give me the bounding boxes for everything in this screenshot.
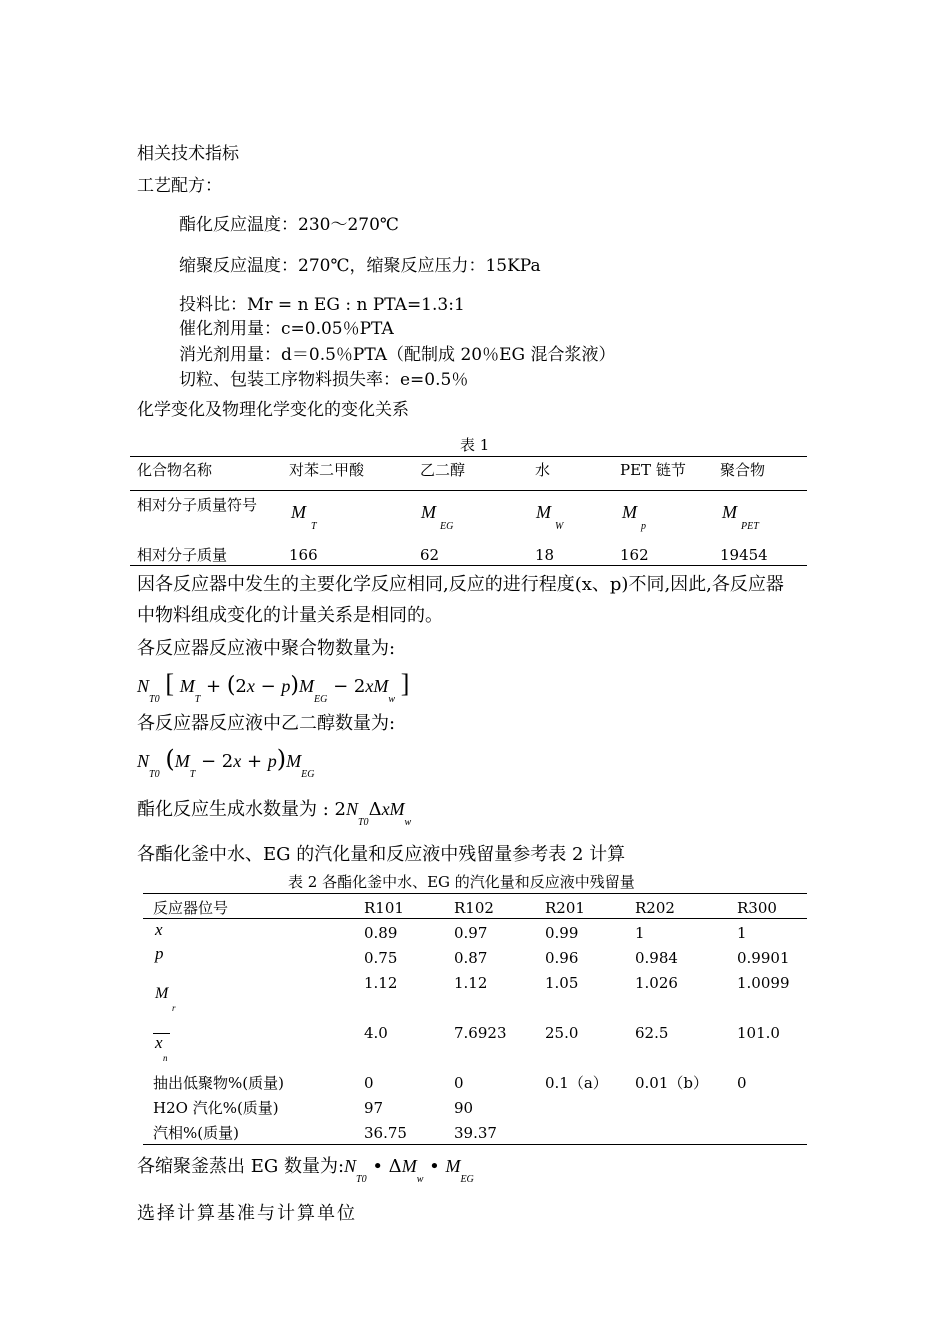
symbol-main: M [536, 502, 551, 522]
symbol-sub: T [311, 521, 317, 532]
polymer-formula: $N_{T0}$ [ $M_T + (2x - p)M_{EG} - 2xM_w$ ] [137, 669, 410, 705]
table2-value: 7.6923 [454, 1024, 507, 1042]
table1-mass-row-label: 相对分子质量 [137, 546, 228, 564]
table1-mass: 162 [620, 546, 649, 564]
eg-evap-label: 各缩聚釜蒸出 EG 数量为: [137, 1156, 345, 1177]
row-label-p: p [155, 944, 164, 963]
calc-basis: 选择计算基准与计算单位 [137, 1203, 357, 1224]
table1-mass: 62 [420, 546, 440, 564]
eg-formula: $N_{T0}$ $(M_T - 2x + p)M_{EG}$ [137, 745, 315, 780]
table2-caption: 表 2 各酯化釜中水、EG 的汽化量和反应液中残留量 [288, 873, 635, 891]
table2-value: 25.0 [545, 1024, 579, 1042]
table2-value: 4.0 [364, 1024, 388, 1042]
polycondensation-spec: 缩聚反应温度：270℃，缩聚反应压力：15KPa [179, 256, 541, 276]
table2-value: 36.75 [364, 1124, 407, 1142]
table2-value: 1.05 [545, 974, 579, 992]
reactor-header: R101 [364, 899, 404, 917]
table1-mass: 18 [535, 546, 555, 564]
row-label-vapor: 汽相%(质量) [153, 1124, 239, 1142]
water-formula-line: 酯化反应生成水数量为 : $2N_{T0}\Delta xM_w$ [137, 799, 412, 828]
table2-value: 1 [635, 924, 645, 942]
table2-bottom-rule [143, 1144, 807, 1145]
symbol-main: M [622, 502, 637, 522]
symbol-main: M [421, 502, 436, 522]
table2-value: 0.89 [364, 924, 398, 942]
eg-evap-line: 各缩聚釜蒸出 EG 数量为$:N_{T0}$ • $\Delta M_w$ • $M_{EG}$ [137, 1156, 474, 1185]
feed-ratio: 投料比：Mr = n EG : n PTA=1.3:1 [179, 295, 465, 315]
table1-symbol-row-label: 相对分子质量符号 [137, 496, 258, 514]
table2-top-rule [143, 893, 807, 894]
table2-value: 0.1（a） [545, 1074, 608, 1092]
table1-header-rule [130, 490, 807, 491]
symbol-sub: W [555, 521, 564, 532]
table2-value: 0.984 [635, 949, 678, 967]
table2-value: 0.75 [364, 949, 398, 967]
symbol-main: M [291, 502, 306, 522]
water-amount-label: 酯化反应生成水数量为 : [137, 799, 329, 820]
table2-value: 0.97 [454, 924, 488, 942]
table2-value: 0 [737, 1074, 747, 1092]
row-label-h2o: H2O 汽化%(质量) [153, 1099, 279, 1117]
table2-value: 0.99 [545, 924, 579, 942]
table2-value: 0.01（b） [635, 1074, 709, 1092]
table2-value: 1.026 [635, 974, 678, 992]
table1-caption: 表 1 [460, 436, 490, 454]
paragraph-line: 中物料组成变化的计量关系是相同的。 [137, 605, 443, 626]
table2-header-rule [143, 918, 807, 919]
row-label-xn: x [155, 1033, 163, 1052]
reactor-header: R300 [737, 899, 777, 917]
table2-value: 0.87 [454, 949, 488, 967]
esterification-temp: 酯化反应温度：230～270℃ [179, 215, 399, 235]
row-label-oligomer: 抽出低聚物%(质量) [153, 1074, 284, 1092]
table2-value: 97 [364, 1099, 384, 1117]
symbol-sub: EG [440, 521, 454, 532]
table2-value: 62.5 [635, 1024, 669, 1042]
symbol-sub: p [641, 521, 646, 532]
table1-top-rule [130, 456, 807, 457]
table1-header: 乙二醇 [420, 461, 466, 479]
symbol-main: M [722, 502, 737, 522]
section-title: 化学变化及物理化学变化的变化关系 [137, 400, 409, 420]
table2-value: 1.0099 [737, 974, 790, 992]
table2-value: 0 [364, 1074, 374, 1092]
table2-value: 39.37 [454, 1124, 497, 1142]
row-label-x: x [155, 920, 163, 939]
reactor-header: R201 [545, 899, 585, 917]
row-label-mr-sub: r [172, 1003, 176, 1013]
table1-header: 聚合物 [720, 461, 766, 479]
table1-header: 化合物名称 [137, 461, 213, 479]
table1-bottom-rule [130, 565, 807, 566]
table2-value: 90 [454, 1099, 474, 1117]
table1-mass: 166 [289, 546, 318, 564]
reactor-header: R202 [635, 899, 675, 917]
matting-agent: 消光剂用量：d＝0.5％PTA（配制成 20％EG 混合浆液） [179, 345, 616, 365]
symbol-sub: PET [741, 521, 759, 532]
table2-value: 0.9901 [737, 949, 790, 967]
loss-rate: 切粒、包装工序物料损失率：e=0.5％ [179, 370, 469, 390]
polymer-amount-label: 各反应器反应液中聚合物数量为: [137, 638, 396, 659]
table1-header: 对苯二甲酸 [289, 461, 365, 479]
eg-amount-label: 各反应器反应液中乙二醇数量为: [137, 713, 396, 734]
catalyst-amount: 催化剂用量：c=0.05％PTA [179, 319, 394, 339]
table1-mass: 19454 [720, 546, 768, 564]
table2-intro: 各酯化釜中水、EG 的汽化量和反应液中残留量参考表 2 计算 [137, 844, 626, 865]
heading: 相关技术指标 [137, 144, 239, 164]
row-label-mr: M [155, 985, 169, 1002]
table2-value: 1.12 [454, 974, 488, 992]
table1-header: PET 链节 [620, 461, 686, 479]
table2-value: 101.0 [737, 1024, 780, 1042]
recipe-title: 工艺配方： [137, 176, 222, 196]
row-label-xn-sub: n [163, 1053, 168, 1063]
table2-value: 1 [737, 924, 747, 942]
table2-value: 0.96 [545, 949, 579, 967]
paragraph-line: 因各反应器中发生的主要化学反应相同,反应的进行程度(x、p)不同,因此,各反应器 [137, 574, 784, 595]
table2-value: 0 [454, 1074, 464, 1092]
reactor-header: R102 [454, 899, 494, 917]
table1-header: 水 [535, 461, 551, 479]
table2-header-label: 反应器位号 [153, 899, 229, 917]
table2-value: 1.12 [364, 974, 398, 992]
